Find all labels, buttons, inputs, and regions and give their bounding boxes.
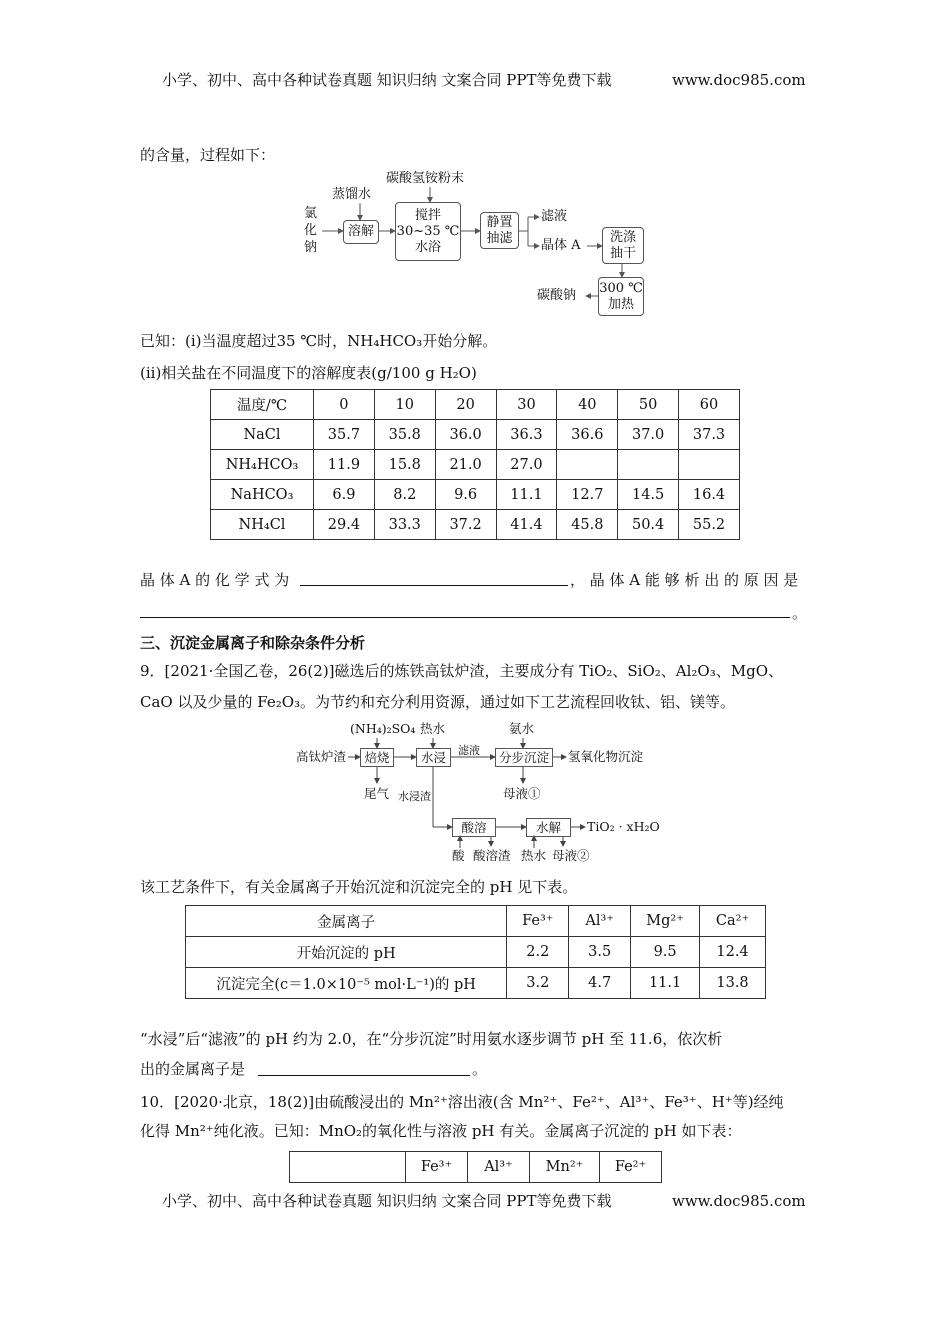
cell: 11.1 xyxy=(631,968,700,999)
cell: NaHCO₃ xyxy=(211,480,314,510)
diagram2-arrows xyxy=(290,718,660,868)
footer-url[interactable]: www.doc985.com xyxy=(672,1192,806,1210)
cell: 11.9 xyxy=(314,450,375,480)
header-cell: 50 xyxy=(618,390,679,420)
table-row xyxy=(211,480,740,510)
process-diagram-2 xyxy=(290,718,660,868)
product-label: 碳酸钠 xyxy=(537,288,577,303)
solubility-table xyxy=(210,389,740,540)
cell: NH₄HCO₃ xyxy=(211,450,314,480)
q8-end: 。 xyxy=(792,604,808,622)
residue-label: 水浸渣 xyxy=(398,790,431,803)
table-row xyxy=(186,937,766,968)
wash-box: 洗涤 抽干 xyxy=(602,227,644,264)
hydrolysis-box: 水解 xyxy=(526,818,571,837)
q9-line5: 出的金属离子是 xyxy=(140,1060,246,1078)
q9-line1: 9．[2021·全国乙卷，26(2)]磁选后的炼铁高钛炉渣，主要成分有 TiO₂、SiO₂、Al₂O₃、MgO、 xyxy=(140,662,784,680)
q8-part2: ， 晶 体 A 能 够 析 出 的 原 因 是 xyxy=(570,571,799,589)
cell: NaCl xyxy=(211,420,314,450)
cell xyxy=(618,450,679,480)
cell: 12.7 xyxy=(557,480,618,510)
heat-box: 300 ℃ 加热 xyxy=(598,277,644,316)
dissolve-box: 溶解 xyxy=(343,220,379,244)
cell: 36.0 xyxy=(435,420,496,450)
header-cell: 60 xyxy=(679,390,740,420)
cell: 36.3 xyxy=(496,420,557,450)
cell: 33.3 xyxy=(374,510,435,540)
mother-liquor-2: 母液② xyxy=(552,848,590,863)
acid-residue-label: 酸溶渣 xyxy=(473,848,511,863)
cell: 45.8 xyxy=(557,510,618,540)
cell: 13.8 xyxy=(700,968,766,999)
table-header-row xyxy=(290,1152,662,1183)
header-cell: Mn²⁺ xyxy=(530,1152,600,1183)
tio2-label: TiO₂ · xH₂O xyxy=(587,819,660,834)
cell: 55.2 xyxy=(679,510,740,540)
cell: NH₄Cl xyxy=(211,510,314,540)
cell: 12.4 xyxy=(700,937,766,968)
answer-blank-1[interactable] xyxy=(300,585,568,586)
header-cell: 30 xyxy=(496,390,557,420)
cell: 14.5 xyxy=(618,480,679,510)
header-cell: 0 xyxy=(314,390,375,420)
cell: 6.9 xyxy=(314,480,375,510)
cell: 29.4 xyxy=(314,510,375,540)
powder-label: 碳酸氢铵粉末 xyxy=(386,171,465,186)
cell: 21.0 xyxy=(435,450,496,480)
cell: 9.5 xyxy=(631,937,700,968)
stir-box: 搅拌 30~35 ℃ 水浴 xyxy=(395,202,461,261)
cell: 2.2 xyxy=(507,937,569,968)
header-cell: Fe²⁺ xyxy=(600,1152,662,1183)
header-cell: Ca²⁺ xyxy=(700,906,766,937)
footer-text: 小学、初中、高中各种试卷真题 知识归纳 文案合同 PPT等免费下载 xyxy=(162,1192,612,1210)
table-row xyxy=(211,450,740,480)
header-cell xyxy=(290,1152,406,1183)
table-row xyxy=(211,420,740,450)
table-row xyxy=(186,968,766,999)
header-cell: 金属离子 xyxy=(186,906,507,937)
mother-liquor-1: 母液① xyxy=(503,786,541,801)
q9-line2: CaO 以及少量的 Fe₂O₃。为节约和充分利用资源，通过如下工艺流程回收钛、铝、镁等。 xyxy=(140,693,736,711)
cell: 50.4 xyxy=(618,510,679,540)
header-cell: Al³⁺ xyxy=(468,1152,530,1183)
filter-box: 静置 抽滤 xyxy=(480,212,519,249)
header-url[interactable]: www.doc985.com xyxy=(672,71,806,89)
table-header-row xyxy=(211,390,740,420)
gas-label: 尾气 xyxy=(364,786,390,801)
cell: 4.7 xyxy=(569,968,631,999)
table-header-row xyxy=(186,906,766,937)
cell: 8.2 xyxy=(374,480,435,510)
slag-label: 高钛炉渣 xyxy=(296,749,347,764)
q10-line1: 10．[2020·北京，18(2)]由硫酸浸出的 Mn²⁺溶出液(含 Mn²⁺、Fe²⁺、Al³⁺、Fe³⁺、H⁺等)经纯 xyxy=(140,1093,784,1111)
cell: 37.2 xyxy=(435,510,496,540)
cell: 9.6 xyxy=(435,480,496,510)
cell: 41.4 xyxy=(496,510,557,540)
header-cell: 40 xyxy=(557,390,618,420)
header-cell: Fe³⁺ xyxy=(406,1152,468,1183)
answer-blank-3[interactable] xyxy=(258,1075,470,1076)
intro-text: 的含量，过程如下： xyxy=(140,146,276,164)
cell xyxy=(557,450,618,480)
cell: 37.0 xyxy=(618,420,679,450)
hot-water-label-2: 热水 xyxy=(521,848,547,863)
cell: 35.7 xyxy=(314,420,375,450)
cell: 37.3 xyxy=(679,420,740,450)
known-1: 已知：(i)当温度超过35 ℃时，NH₄HCO₃开始分解。 xyxy=(140,332,498,350)
cell: 27.0 xyxy=(496,450,557,480)
cell: 11.1 xyxy=(496,480,557,510)
cell: 15.8 xyxy=(374,450,435,480)
header-cell: 20 xyxy=(435,390,496,420)
cell: 3.5 xyxy=(569,937,631,968)
roast-box: 焙烧 xyxy=(360,748,394,767)
q9-line4: “水浸”后“滤液”的 pH 约为 2.0，在“分步沉淀”时用氨水逐步调节 pH 至 11.6，依次析 xyxy=(140,1030,723,1048)
header-cell: Mg²⁺ xyxy=(631,906,700,937)
filtrate-label: 滤液 xyxy=(541,209,568,224)
hydroxide-label: 氢氧化物沉淀 xyxy=(568,749,644,764)
header-cell: Fe³⁺ xyxy=(507,906,569,937)
cell: 沉淀完全(c＝1.0×10⁻⁵ mol·L⁻¹)的 pH xyxy=(186,968,507,999)
water-label: 蒸馏水 xyxy=(332,187,372,202)
cell xyxy=(679,450,740,480)
q8-part1: 晶 体 A 的 化 学 式 为 xyxy=(140,571,290,589)
cell: 16.4 xyxy=(679,480,740,510)
nacl-label: 氯 化 钠 xyxy=(304,206,318,255)
nh4so4-label: (NH₄)₂SO₄ xyxy=(350,721,416,736)
leach-box: 水浸 xyxy=(416,748,451,767)
q9-line3: 该工艺条件下，有关金属离子开始沉淀和沉淀完全的 pH 见下表。 xyxy=(140,878,578,896)
header-cell: Al³⁺ xyxy=(569,906,631,937)
q10-line2: 化得 Mn²⁺纯化液。已知：MnO₂的氧化性与溶液 pH 有关。金属离子沉淀的 pH 如下表： xyxy=(140,1122,742,1140)
q9-end: 。 xyxy=(472,1060,488,1078)
ph-table xyxy=(185,905,766,999)
known-2: (ii)相关盐在不同温度下的溶解度表(g/100 g H₂O) xyxy=(140,364,477,382)
cell: 36.6 xyxy=(557,420,618,450)
acid-label: 酸 xyxy=(452,848,465,863)
cell: 35.8 xyxy=(374,420,435,450)
process-diagram-1 xyxy=(290,165,660,320)
precip-box: 分步沉淀 xyxy=(495,748,553,767)
metal-ion-table xyxy=(289,1151,662,1183)
filtrate-label-2: 滤液 xyxy=(458,744,480,757)
answer-blank-2[interactable] xyxy=(140,617,790,618)
hot-water-label: 热水 xyxy=(420,721,446,736)
cell: 3.2 xyxy=(507,968,569,999)
section-3-heading: 三、沉淀金属离子和除杂条件分析 xyxy=(140,634,366,652)
acid-dissolve-box: 酸溶 xyxy=(452,818,496,837)
table-row xyxy=(211,510,740,540)
header-text: 小学、初中、高中各种试卷真题 知识归纳 文案合同 PPT等免费下载 xyxy=(162,71,612,89)
crystal-a-label: 晶体 A xyxy=(541,238,581,253)
ammonia-label: 氨水 xyxy=(509,721,535,736)
header-cell: 温度/℃ xyxy=(211,390,314,420)
header-cell: 10 xyxy=(374,390,435,420)
cell: 开始沉淀的 pH xyxy=(186,937,507,968)
